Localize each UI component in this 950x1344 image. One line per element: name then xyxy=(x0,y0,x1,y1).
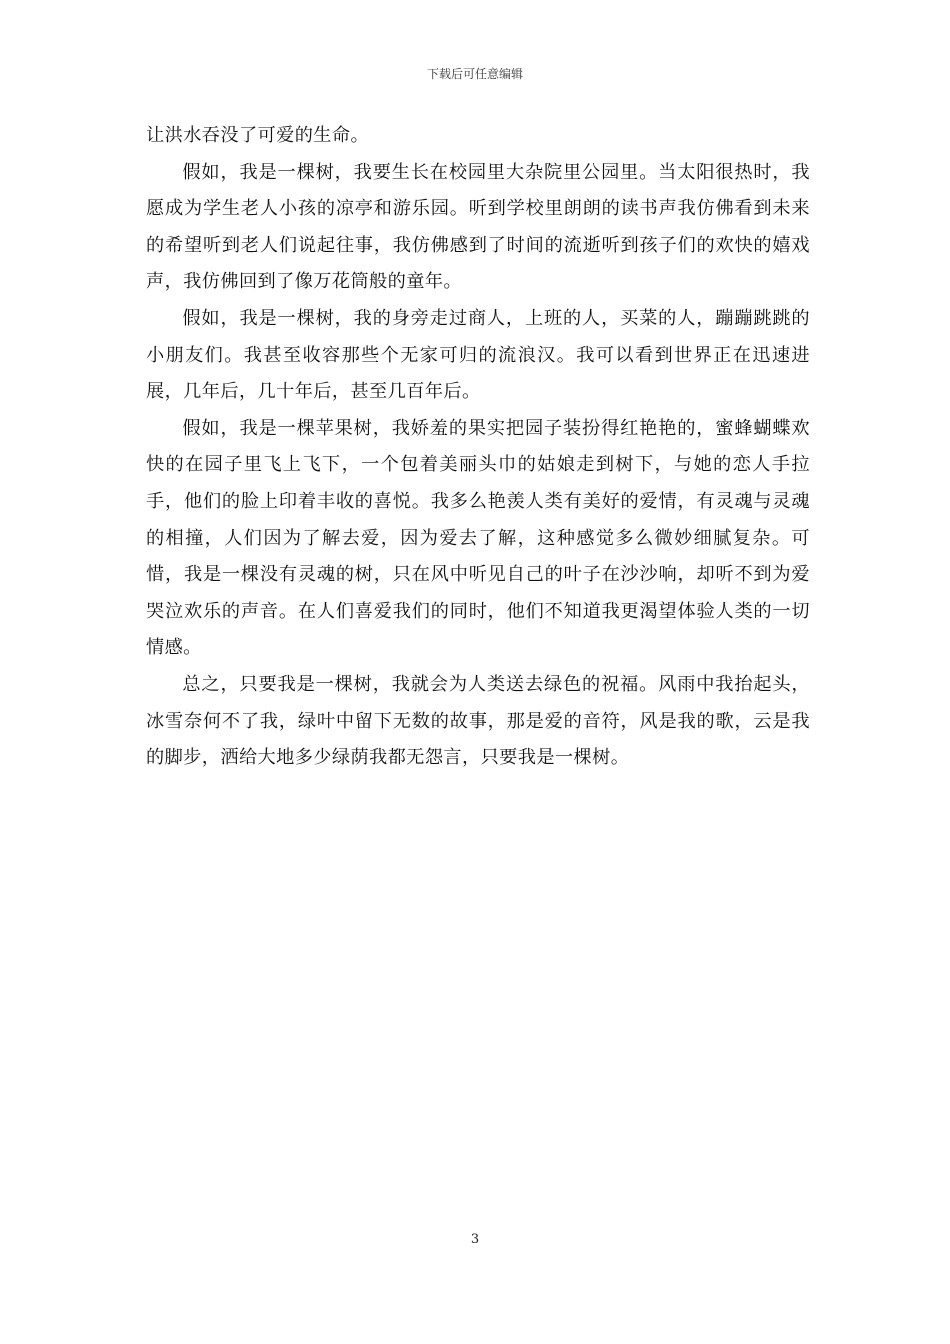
paragraph-apple-tree: 假如，我是一棵苹果树，我娇羞的果实把园子装扮得红艳艳的，蜜蜂蝴蝶欢快的在园子里飞上飞下，一个包着美丽头巾的姑娘走到树下，与她的恋人手拉手，他们的脸上印着丰收的喜悦。我多么艳羡人类有美好的爱情，有灵魂与灵魂的相撞，人们因为了解去爱，因为爱去了解，这种感觉多么微妙细腻复杂。可惜，我是一棵没有灵魂的树，只在风中听见自己的叶子在沙沙响，却听不到为爱哭泣欢乐的声音。在人们喜爱我们的同时，他们不知道我更渴望体验人类的一切情感。 xyxy=(146,417,810,659)
paragraph-passersby: 假如，我是一棵树，我的身旁走过商人，上班的人，买菜的人，蹦蹦跳跳的小朋友们。我甚至收容那些个无家可归的流浪汉。我可以看到世界正在迅速进展，几年后，几十年后，甚至几百年后。 xyxy=(146,307,810,403)
document-body xyxy=(146,118,810,777)
paragraph-school-park: 假如，我是一棵树，我要生长在校园里大杂院里公园里。当太阳很热时，我愿成为学生老人小孩的凉亭和游乐园。听到学校里朗朗的读书声我仿佛看到未来的希望听到老人们说起往事，我仿佛感到了时间的流逝听到孩子们的欢快的嬉戏声，我仿佛回到了像万花筒般的童年。 xyxy=(146,161,810,293)
page-header: 下载后可任意编辑 xyxy=(426,67,523,81)
paragraph-continuation: 让洪水吞没了可爱的生命。 xyxy=(146,125,370,146)
page-number: 3 xyxy=(470,1232,480,1247)
paragraph-conclusion: 总之，只要我是一棵树，我就会为人类送去绿色的祝福。风雨中我抬起头，冰雪奈何不了我，绿叶中留下无数的故事，那是爱的音符，风是我的歌，云是我的脚步，洒给大地多少绿荫我都无怨言，只要我是一棵树。 xyxy=(146,673,810,769)
